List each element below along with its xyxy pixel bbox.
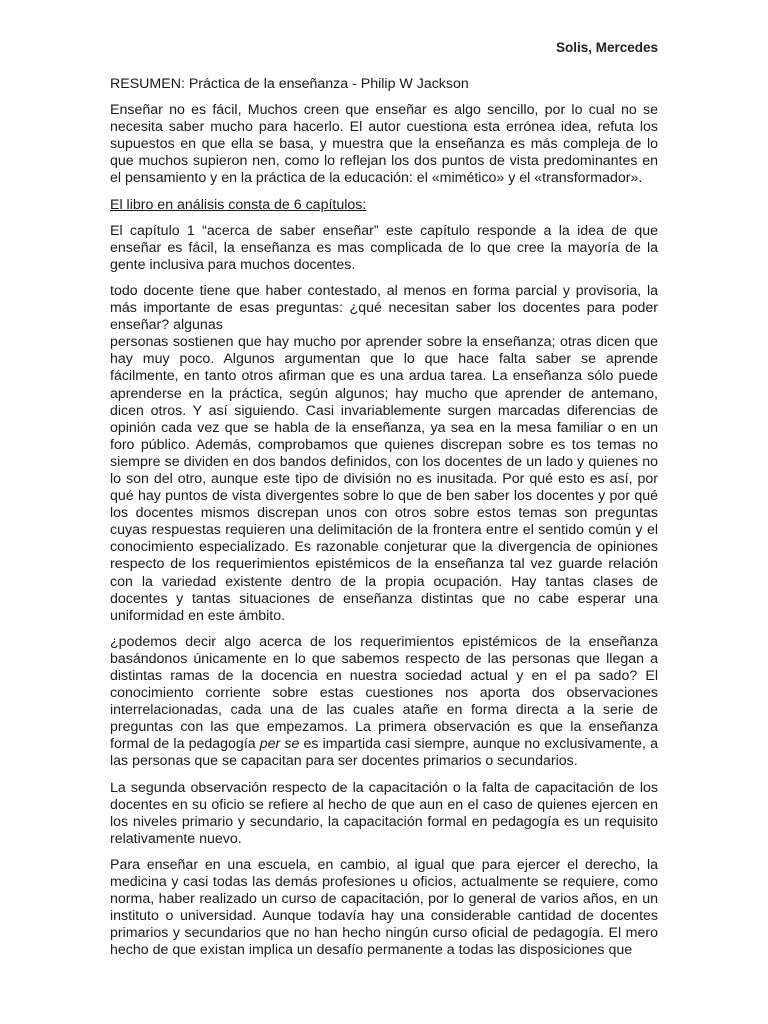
section-heading: El libro en análisis consta de 6 capítulos:	[110, 196, 367, 213]
document-body	[110, 76, 658, 969]
chapter1-paragraph: El capítulo 1 “acerca de saber enseñar” este capítulo responde a la idea de que enseñar es fácil, la enseñanza es mas complicada de lo que cree la mayoría de la gente inclusiva para muchos docentes.	[110, 222, 658, 273]
paragraph-body: personas sostienen que hay mucho por aprender sobre la enseñanza; otras dicen que hay muy poco. Algunos argumentan que lo que hace falta saber se aprende fácilmente, en tanto otros afirman que es una ardua tarea. La enseñanza sólo puede aprenderse en la práctica, según algunos; hay mucho que aprender de antemano, dicen otros. Y así siguiendo. Casi invariablemente surgen marcadas diferencias de opinión cada vez que se habla de la enseñanza, ya sea en la mesa familiar o en un foro público. Además, comprobamos que quienes discrepan sobre es tos temas no siempre se dividen en dos bandos definidos, con los docentes de un lado y quienes no lo son del otro, aunque este tipo de división no es inusitada. Por qué esto es así, por qué hay puntos de vista divergentes sobre lo que de ben saber los docentes y por qué los docentes mismos discrepan unos con otros sobre estos temas son preguntas cuyas respuestas requieren una delimitación de la frontera entre el sentido común y el conocimiento especializado. Es razonable conjeturar que la divergencia de opiniones respecto de los requerimientos epistémicos de la enseñanza tal vez guarde relación con la variedad existente dentro de la propia ocupación. Hay tantas clases de docentes y tantas situaciones de enseñanza distintas que no cabe esperar una uniformidad en este ámbito.	[110, 334, 658, 624]
paragraph-lead: todo docente tiene que haber contestado, al menos en forma parcial y provisoria, la más importante de esas preguntas: ¿qué necesitan saber los docentes para poder enseñar? algunas	[110, 282, 658, 334]
paragraph-observations-end: es impartida casi siempre, aunque no exclusivamente, a las personas que se capacitan para ser docentes primarios o secundarios.	[110, 736, 658, 770]
paragraph-observations-start: ¿podemos decir algo acerca de los requerimientos epistémicos de la enseñanza basándonos únicamente en lo que sabemos respecto de las personas que llegan a distintas ramas de la docencia en nuestra sociedad actual y en el pa sado? El conocimiento corriente sobre estas cuestiones nos aporta dos observaciones interrelacionadas, cada una de las cuales atañe en forma directa a la serie de preguntas con las que empezamos. La primera observación es que la enseñanza formal de la pedagogía	[110, 633, 658, 753]
second-observation-paragraph: La segunda observación respecto de la capacitación o la falta de capacitación de los docentes en su oficio se refiere al hecho de que aun en el caso de quienes ejercen en los niveles primario y secundario, la capacitación formal en pedagogía es un requisito relativamente nuevo.	[110, 779, 658, 847]
document-title: RESUMEN: Práctica de la enseñanza - Philip W Jackson	[110, 76, 469, 92]
italic-term: per se	[259, 736, 300, 753]
training-paragraph: Para enseñar en una escuela, en cambio, al igual que para ejercer el derecho, la medicina y casi todas las demás profesiones u oficios, actualmente se requiere, como norma, haber realizado un curso de capacitación, por lo general de varios años, en un instituto o universidad. Aunque todavía hay una considerable cantidad de docentes primarios y secundarios que no han hecho ningún curso oficial de pedagogía. El mero hecho de que existan implica un desafío permanente a todas las disposiciones que	[110, 856, 658, 959]
author-name: Solis, Mercedes	[555, 40, 658, 55]
intro-paragraph: Enseñar no es fácil, Muchos creen que enseñar es algo sencillo, por lo cual no se necesita saber mucho para hacerlo. El autor cuestiona esta errónea idea, refuta los supuestos en que ella se basa, y muestra que la enseñanza es más compleja de lo que muchos supieron nen, como lo reflejan los dos puntos de vista predominantes en el pensamiento y en la práctica de la educación: el «mimético» y el «transformador».	[110, 102, 658, 187]
paragraph-observations	[110, 634, 658, 771]
